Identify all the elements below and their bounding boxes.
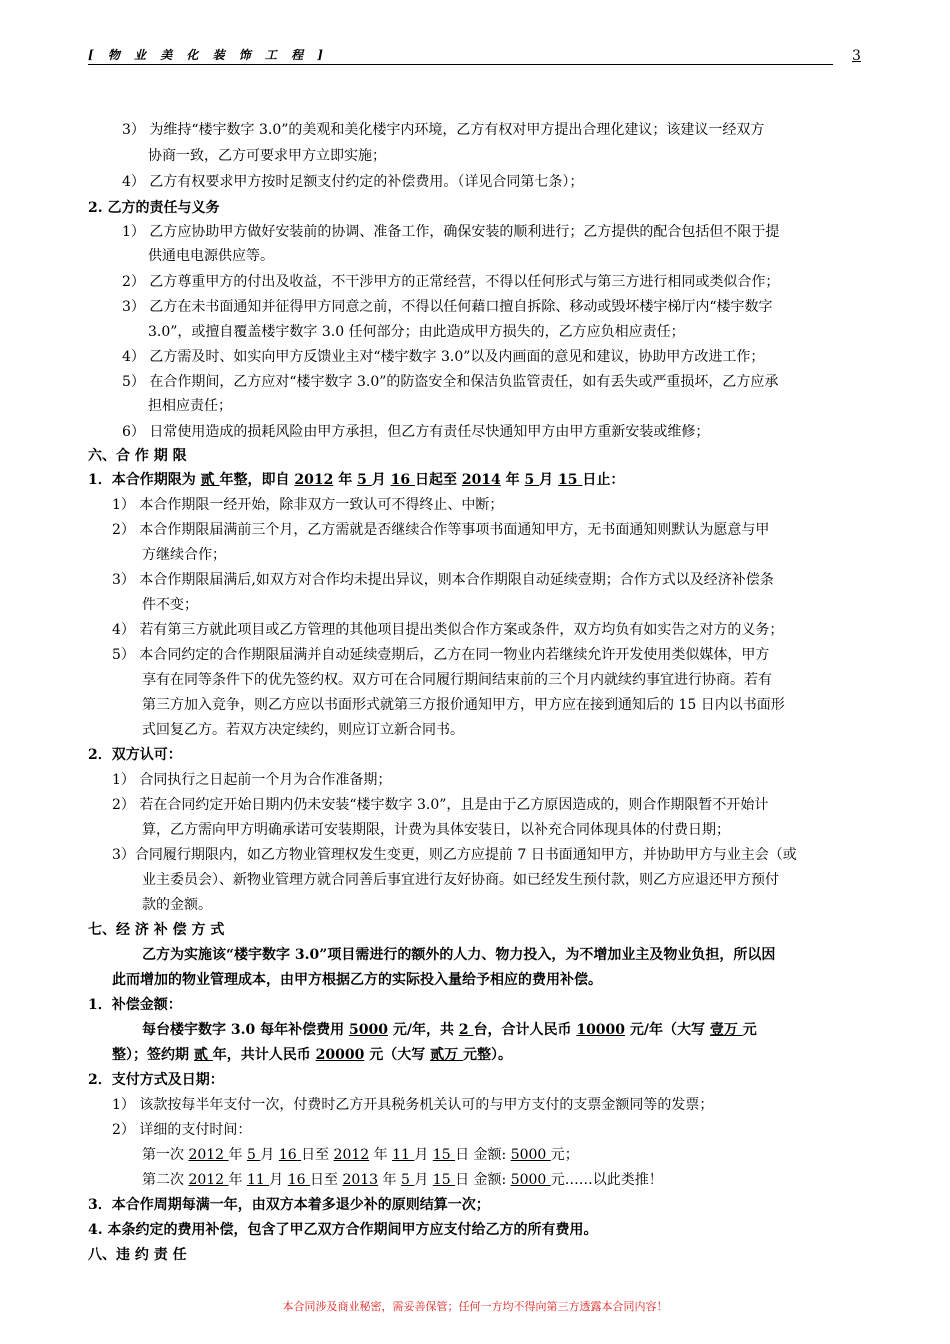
text-line: [112, 770, 391, 790]
text-segment: 此而增加的物业管理成本，由甲方根据乙方的实际投入量给予相应的费用补偿。: [112, 972, 602, 988]
filled-blank: 16: [287, 1172, 310, 1188]
text-segment: 年: [228, 1172, 247, 1188]
text-segment: 享有在同等条件下的优先签约权。双方可在合同履行期间结束前的三个月内就续约事宜进行协商。若有: [142, 672, 772, 688]
text-segment: 担相应责任；: [148, 398, 232, 414]
text-segment: 2） 若在合同约定开始日期内仍未安装“楼宇数字 3.0”，且是由于乙方原因造成的，则合作期限暂不开始计: [112, 797, 769, 813]
text-line: [122, 297, 773, 317]
text-line: [122, 422, 709, 442]
text-line: [122, 372, 778, 392]
text-segment: 3）合同履行期限内，如乙方物业管理权发生变更，则乙方应提前 7 日书面通知甲方，并协助甲方与业主会（或: [112, 847, 797, 863]
text-line: [148, 146, 386, 166]
text-segment: 第一次: [142, 1147, 189, 1163]
text-segment: 元整）。: [462, 1047, 512, 1063]
text-segment: 第二次: [142, 1172, 189, 1188]
text-segment: 1） 合同执行之日起前一个月为合作准备期；: [112, 772, 392, 788]
text-segment: 年，共计人民币: [212, 1047, 316, 1063]
text-segment: 款的金额。: [142, 897, 212, 913]
filled-blank: 16: [390, 472, 415, 488]
text-line: [88, 920, 224, 940]
text-line: [112, 795, 768, 815]
filled-blank: 贰: [193, 1047, 213, 1063]
text-line: [112, 970, 602, 990]
text-line: [142, 870, 779, 890]
text-line: [148, 322, 685, 342]
text-segment: 年: [369, 1147, 393, 1163]
text-segment: 元；: [550, 1147, 579, 1163]
text-segment: 整）；签约期: [112, 1047, 194, 1063]
text-segment: 元……以此类推！: [550, 1172, 663, 1188]
text-line: [122, 222, 779, 242]
filled-blank: 2012: [188, 1172, 229, 1188]
text-segment: 式回复乙方。若双方决定续约，则应订立新合同书。: [142, 722, 464, 738]
filled-blank: 5: [400, 1172, 415, 1188]
text-segment: 年: [378, 1172, 401, 1188]
confidentiality-note: 本合同涉及商业秘密，需妥善保管；任何一方均不得向第三方透露本合同内容！: [282, 1300, 668, 1313]
text-line: [142, 670, 772, 690]
text-line: [142, 1170, 663, 1190]
text-line: [142, 895, 212, 915]
text-segment: 协商一致，乙方可要求甲方立即实施；: [148, 148, 386, 164]
text-segment: 月: [414, 1172, 433, 1188]
text-line: [142, 695, 785, 715]
filled-blank: 贰万: [430, 1047, 463, 1063]
filled-blank: 11: [392, 1147, 415, 1163]
filled-blank: 2: [458, 1022, 474, 1038]
text-segment: 业主委员会）、新物业管理方就合同善后事宜进行友好协商。如已经发生预付款，则乙方应退还甲方预付: [142, 872, 779, 888]
text-segment: 元/年（大写: [625, 1022, 710, 1038]
text-segment: 5） 本合同约定的合作期限届满并自动延续壹期后，乙方在同一物业内若继续允许开发使用类似媒体，甲方: [112, 647, 770, 663]
text-segment: 日至: [309, 1172, 343, 1188]
text-line: [148, 396, 232, 416]
text-segment: 3） 为维持“楼宇数字 3.0”的美观和美化楼宇内环境，乙方有权对甲方提出合理化建议；该建议一经双方: [122, 122, 765, 138]
text-segment: 台，合计人民币: [473, 1022, 577, 1038]
text-line: [148, 246, 274, 266]
text-segment: 日起至: [414, 472, 462, 488]
text-segment: 日至: [301, 1147, 334, 1163]
text-segment: 第三方加入竞争，则乙方应以书面形式就第三方报价通知甲方，甲方应在接到通知后的 15 日内以书面形: [142, 697, 785, 713]
text-segment: 4. 本条约定的费用补偿，包含了甲乙双方合作期间甲方应支付给乙方的所有费用。: [88, 1222, 598, 1238]
filled-blank: 2012: [188, 1147, 229, 1163]
filled-blank: 16: [278, 1147, 302, 1163]
filled-blank: 5000: [510, 1147, 551, 1163]
filled-blank: 5: [247, 1147, 261, 1163]
text-segment: 2．双方认可：: [88, 747, 182, 763]
filled-blank: 15: [432, 1147, 456, 1163]
text-segment: 4） 乙方有权要求甲方按时足额支付约定的补偿费用。（详见合同第七条）；: [122, 174, 584, 190]
filled-blank: 壹万: [709, 1022, 743, 1038]
text-segment: 供通电电源供应等。: [148, 248, 274, 264]
filled-blank: 10000: [576, 1022, 626, 1038]
text-segment: 3．本合作周期每满一年，由双方本着多退少补的原则结算一次；: [88, 1197, 490, 1213]
text-line: [142, 1020, 757, 1040]
text-line: [122, 347, 764, 367]
text-segment: 算，乙方需向甲方明确承诺可安装期限，计费为具体安装日，以补充合同体现具体的付费日期；: [142, 822, 730, 838]
text-line: [112, 570, 774, 590]
text-segment: 1） 本合作期限一经开始，除非双方一致认可不得终止、中断；: [112, 497, 504, 513]
text-line: [112, 845, 797, 865]
text-segment: 年: [333, 472, 358, 488]
text-segment: 日 金额:: [455, 1147, 511, 1163]
text-segment: 元（大写: [364, 1047, 431, 1063]
text-line: [88, 1195, 490, 1215]
text-segment: 月: [414, 1147, 433, 1163]
text-segment: 1．本合作期限为: [88, 472, 201, 488]
filled-blank: 2013: [342, 1172, 379, 1188]
text-segment: 2．支付方式及日期：: [88, 1072, 224, 1088]
filled-blank: 20000: [315, 1047, 365, 1063]
text-segment: 5） 在合作期间，乙方应对“楼宇数字 3.0”的防盗安全和保洁负监管责任，如有丢失或严重损坏，乙方应承: [122, 374, 779, 390]
text-line: [142, 820, 730, 840]
text-segment: 4） 若有第三方就此项目或乙方管理的其他项目提出类似合作方案或条件，双方均负有如实告之对方的义务；: [112, 622, 784, 638]
text-segment: 乙方为实施该“楼宇数字 3.0”项目需进行的额外的人力、物力投入，为不增加业主及物业负担，所以因: [142, 947, 776, 963]
text-segment: 方继续合作；: [142, 547, 226, 563]
text-segment: 元: [742, 1022, 757, 1038]
filled-blank: 2012: [333, 1147, 370, 1163]
filled-blank: 11: [247, 1172, 270, 1188]
filled-blank: 15: [558, 472, 583, 488]
page-header: [88, 44, 833, 65]
text-line: [112, 1120, 251, 1140]
text-segment: 日止：: [582, 472, 625, 488]
text-segment: 3.0”，或擅自覆盖楼宇数字 3.0 任何部分；由此造成甲方损失的，乙方应负相应责任；: [148, 324, 685, 340]
text-segment: 日 金额:: [455, 1172, 511, 1188]
text-segment: 1） 该款按每半年支付一次，付费时乙方开具税务机关认可的与甲方支付的支票金额同等的发票；: [112, 1097, 714, 1113]
text-segment: 年整，即自: [219, 472, 295, 488]
text-line: [142, 1145, 579, 1165]
text-segment: 六、合 作 期 限: [88, 448, 187, 464]
text-line: [142, 545, 226, 565]
text-segment: 月: [269, 1172, 288, 1188]
text-line: [88, 995, 182, 1015]
text-line: [88, 470, 624, 490]
text-line: [122, 272, 779, 292]
text-line: [112, 495, 503, 515]
text-line: [142, 595, 198, 615]
text-line: [112, 645, 769, 665]
filled-blank: 5000: [348, 1022, 388, 1038]
text-segment: 年: [500, 472, 525, 488]
filled-blank: 5: [357, 472, 372, 488]
text-segment: 八、违 约 责 任: [88, 1247, 187, 1263]
text-segment: 元/年，共: [387, 1022, 459, 1038]
text-line: [112, 1045, 512, 1065]
text-segment: 1） 乙方应协助甲方做好安装前的协调、准备工作，确保安装的顺利进行；乙方提供的配合包括但不限于提: [122, 224, 780, 240]
text-segment: 七、经 济 补 偿 方 式: [88, 922, 225, 938]
text-line: [88, 1245, 187, 1265]
text-line: [142, 945, 775, 965]
text-line: [88, 198, 220, 218]
text-line: [142, 720, 464, 740]
text-segment: 月: [260, 1147, 279, 1163]
filled-blank: 5000: [510, 1172, 551, 1188]
page-number: 3: [852, 48, 861, 64]
text-segment: 4） 乙方需及时、如实向甲方反馈业主对“楼宇数字 3.0”以及内画面的意见和建议，协助甲方改进工作；: [122, 349, 765, 365]
text-line: [122, 172, 583, 192]
filled-blank: 5: [524, 472, 540, 488]
text-line: [112, 1095, 713, 1115]
text-line: [88, 745, 182, 765]
filled-blank: 2014: [461, 472, 501, 488]
text-segment: 6） 日常使用造成的损耗风险由甲方承担，但乙方有责任尽快通知甲方由甲方重新安装或维修；: [122, 424, 710, 440]
text-segment: 年: [228, 1147, 247, 1163]
text-segment: 每台楼宇数字 3.0 每年补偿费用: [142, 1022, 349, 1038]
text-segment: 1．补偿金额：: [88, 997, 182, 1013]
filled-blank: 2012: [294, 472, 334, 488]
filled-blank: 15: [432, 1172, 456, 1188]
text-segment: 2） 详细的支付时间：: [112, 1122, 252, 1138]
text-segment: 2） 乙方尊重甲方的付出及收益，不干涉甲方的正常经营，不得以任何形式与第三方进行相同或类似合作；: [122, 274, 780, 290]
text-segment: 件不变；: [142, 597, 198, 613]
text-segment: 2） 本合作期限届满前三个月，乙方需就是否继续合作等事项书面通知甲方，无书面通知则默认为愿意与甲: [112, 522, 770, 538]
filled-blank: 贰: [200, 472, 220, 488]
text-line: [88, 1070, 224, 1090]
text-line: [112, 520, 769, 540]
text-line: [88, 1220, 598, 1240]
text-line: [88, 446, 187, 466]
text-line: [122, 120, 764, 140]
text-segment: 3） 本合作期限届满后,如双方对合作均未提出异议，则本合作期限自动延续壹期；合作方式以及经济补偿条: [112, 572, 774, 588]
header-title: [ 物 业 美 化 装 饰 工 程 ]: [88, 48, 328, 62]
text-segment: 3） 乙方在未书面通知并征得甲方同意之前，不得以任何藉口擅自拆除、移动或毁坏楼宇梯厅内“楼宇数字: [122, 299, 773, 315]
text-segment: 月: [539, 472, 559, 488]
text-segment: 月: [371, 472, 391, 488]
text-segment: 2. 乙方的责任与义务: [88, 200, 220, 216]
text-line: [112, 620, 783, 640]
